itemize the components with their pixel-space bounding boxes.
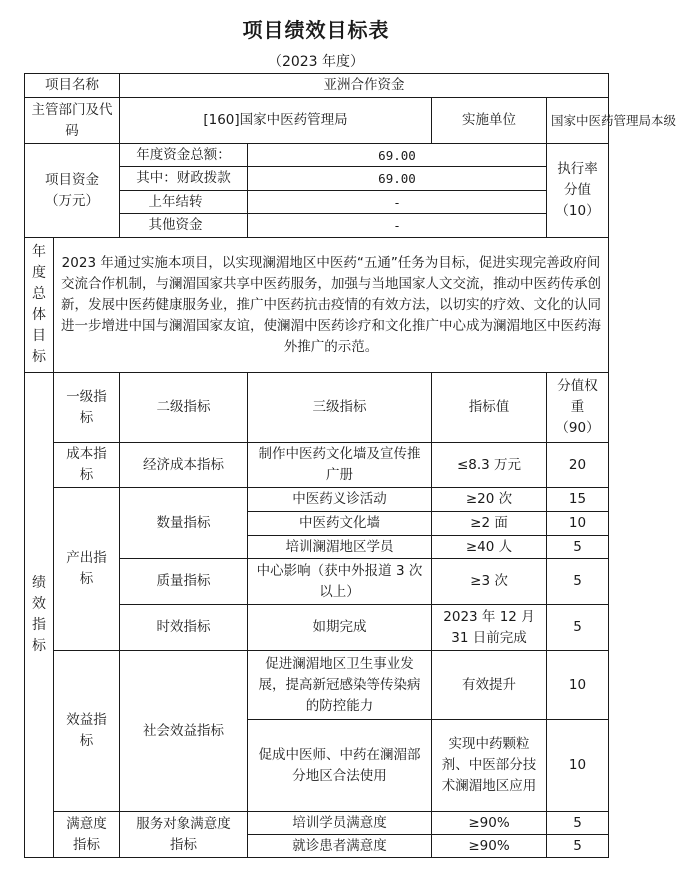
- indicator-value: 2023 年 12 月 31 日前完成: [432, 605, 547, 651]
- funds-row-value: 69.00: [248, 144, 547, 167]
- funds-row-value: -: [248, 191, 547, 214]
- indicator-weight: 20: [547, 443, 609, 488]
- funds-row-label: 上年结转: [120, 191, 248, 214]
- indicator-value: 实现中药颗粒剂、中医部分技术澜湄地区应用: [432, 720, 547, 812]
- funds-row: [25, 144, 609, 167]
- performance-target-table: [24, 73, 676, 858]
- level3-indicator: 培训学员满意度: [248, 812, 432, 835]
- annual-objective-text: 2023 年通过实施本项目，以实现澜湄地区中医药“五通”任务为目标，促进实现完善政府间交流合作机制，与澜湄国家共享中医药服务，加强与当地国家人文交流，推动中医药传承创新，发展中医药健康服务业，推广中医药抗击疫情的有效方法，以切实的疗效、文化的认同进一步增进中国与澜湄国家友谊，使澜湄中医药诊疗和文化推广中心成为澜湄地区中医药海外推广的示范。: [54, 238, 609, 373]
- department-label: 主管部门及代码: [25, 98, 120, 144]
- performance-indicator-label: [25, 373, 54, 858]
- header-value: 指标值: [432, 373, 547, 443]
- indicator-value: ≥90%: [432, 835, 547, 858]
- header-weight: 分值权重（90）: [547, 373, 609, 443]
- department-value: [160]国家中医药管理局: [120, 98, 432, 144]
- funds-row-label: 年度资金总额：: [120, 144, 248, 167]
- department-row: [25, 98, 609, 144]
- level2-timeliness: 时效指标: [120, 605, 248, 651]
- level3-indicator: 促成中医师、中药在澜湄部分地区合法使用: [248, 720, 432, 812]
- level2-quantity: 数量指标: [120, 488, 248, 559]
- indicator-weight: 5: [547, 605, 609, 651]
- indicator-value: ≥20 次: [432, 488, 547, 512]
- funds-row-label: 其中：财政拨款: [120, 167, 248, 191]
- indicator-weight: 10: [547, 512, 609, 536]
- indicator-value: ≥2 面: [432, 512, 547, 536]
- project-name-row: [25, 74, 609, 98]
- indicator-value: 有效提升: [432, 651, 547, 720]
- level1-cost: 成本指标: [54, 443, 120, 488]
- funds-row-label: 其他资金: [120, 214, 248, 238]
- indicator-value: ≥3 次: [432, 559, 547, 605]
- level1-output: 产出指标: [54, 488, 120, 651]
- indicator-value: ≤8.3 万元: [432, 443, 547, 488]
- funds-row-value: 69.00: [248, 167, 547, 191]
- performance-indicator-label-text: 绩效指标: [32, 575, 46, 654]
- project-name-label: 项目名称: [25, 74, 120, 98]
- execution-rate-label: 执行率分值（10）: [547, 144, 609, 238]
- funds-label: 项目资金（万元）: [25, 144, 120, 238]
- header-level2: 二级指标: [120, 373, 248, 443]
- level2-economic-cost: 经济成本指标: [120, 443, 248, 488]
- level3-indicator: 就诊患者满意度: [248, 835, 432, 858]
- level2-quality: 质量指标: [120, 559, 248, 605]
- level3-indicator: 中医药文化墙: [248, 512, 432, 536]
- level3-indicator: 制作中医药文化墙及宣传推广册: [248, 443, 432, 488]
- funds-row-value: -: [248, 214, 547, 238]
- implementing-unit-value: 国家中医药管理局本级: [547, 98, 609, 144]
- level1-satisfaction: 满意度指标: [54, 812, 120, 858]
- indicator-weight: 5: [547, 536, 609, 559]
- page-subtitle: （2023 年度）: [267, 54, 365, 70]
- page-title: 项目绩效目标表: [242, 18, 390, 42]
- indicator-weight: 5: [547, 812, 609, 835]
- level2-service-satisfaction: 服务对象满意度指标: [120, 812, 248, 858]
- level3-indicator: 如期完成: [248, 605, 432, 651]
- project-name-value: 亚洲合作资金: [120, 74, 609, 98]
- annual-objective-row: [25, 238, 609, 373]
- indicator-weight: 15: [547, 488, 609, 512]
- indicator-weight: 10: [547, 720, 609, 812]
- indicator-row: [25, 488, 609, 512]
- indicator-row: [25, 651, 609, 720]
- indicator-weight: 10: [547, 651, 609, 720]
- level2-social-benefit: 社会效益指标: [120, 651, 248, 812]
- indicator-value: ≥90%: [432, 812, 547, 835]
- header-level3: 三级指标: [248, 373, 432, 443]
- level1-benefit: 效益指标: [54, 651, 120, 812]
- annual-objective-label-text: 年度总体目标: [32, 244, 46, 365]
- level3-indicator: 促进澜湄地区卫生事业发展，提高新冠感染等传染病的防控能力: [248, 651, 432, 720]
- indicator-weight: 5: [547, 835, 609, 858]
- level3-indicator: 中心影响（获中外报道 3 次以上）: [248, 559, 432, 605]
- level3-indicator: 中医药义诊活动: [248, 488, 432, 512]
- header-level1: 一级指标: [54, 373, 120, 443]
- indicator-header-row: [25, 373, 609, 443]
- indicator-row: [25, 443, 609, 488]
- level3-indicator: 培训澜湄地区学员: [248, 536, 432, 559]
- indicator-row: [25, 812, 609, 835]
- indicator-value: ≥40 人: [432, 536, 547, 559]
- indicator-weight: 5: [547, 559, 609, 605]
- annual-objective-label: [25, 238, 54, 373]
- implementing-unit-label: 实施单位: [432, 98, 547, 144]
